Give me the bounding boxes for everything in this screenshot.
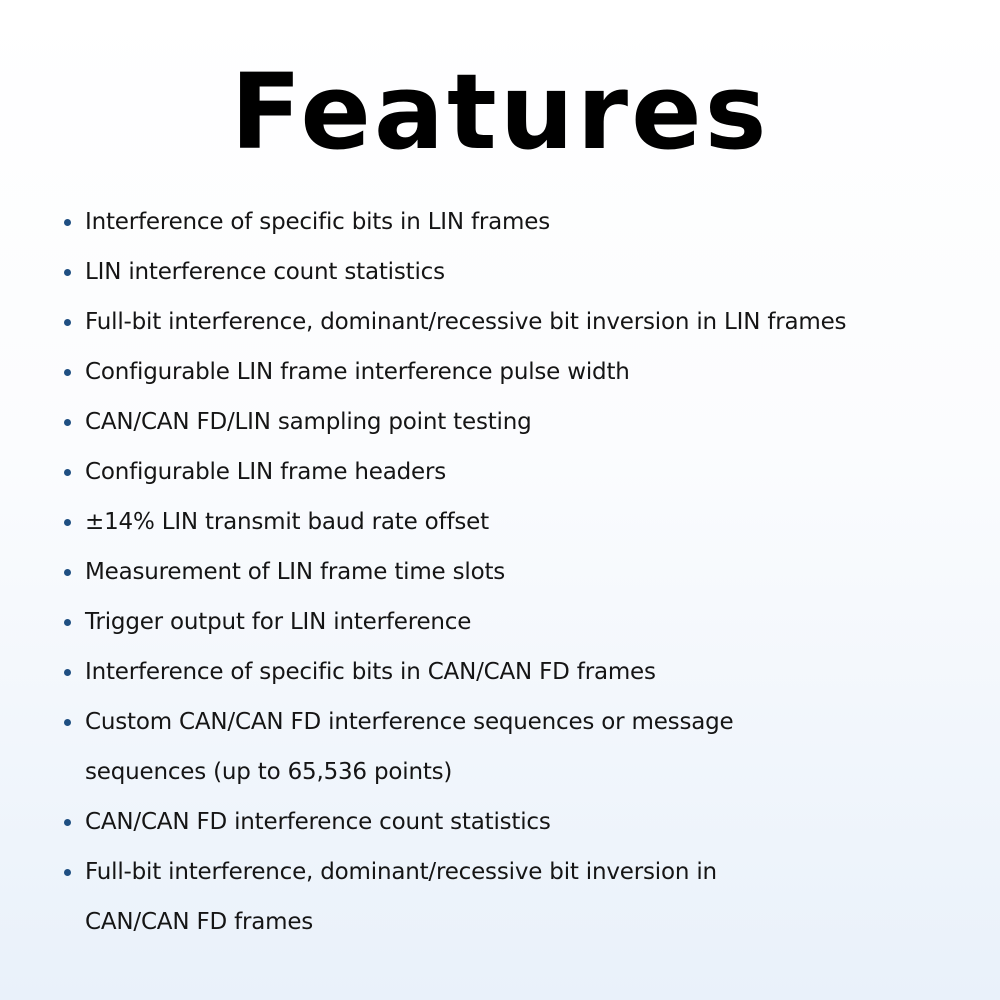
- feature-text: Configurable LIN frame headers: [85, 459, 447, 485]
- bullet-icon: [60, 397, 85, 447]
- feature-item: [60, 197, 960, 247]
- feature-item: [60, 697, 960, 797]
- feature-text: LIN interference count statistics: [85, 259, 445, 285]
- bullet-icon: [60, 197, 85, 247]
- feature-text: Measurement of LIN frame time slots: [85, 559, 506, 585]
- bullet-icon: [60, 447, 85, 497]
- bullet-icon: [60, 797, 85, 847]
- feature-text: CAN/CAN FD/LIN sampling point testing: [85, 409, 532, 435]
- bullet-icon: [60, 347, 85, 397]
- feature-text: Configurable LIN frame interference pulse width: [85, 359, 630, 385]
- feature-text: [85, 847, 717, 947]
- feature-text: Interference of specific bits in LIN frames: [85, 209, 550, 235]
- bullet-icon: [60, 697, 85, 747]
- feature-item: [60, 597, 960, 647]
- feature-text: Trigger output for LIN interference: [85, 609, 472, 635]
- feature-item: [60, 447, 960, 497]
- bullet-icon: [60, 497, 85, 547]
- feature-item: [60, 647, 960, 697]
- page-title: Features: [230, 51, 770, 173]
- feature-text: Interference of specific bits in CAN/CAN FD frames: [85, 659, 656, 685]
- bullet-icon: [60, 547, 85, 597]
- feature-text-line: Full-bit interference, dominant/recessive bit inversion in: [85, 859, 717, 885]
- feature-text: [85, 697, 734, 797]
- feature-text-line: sequences (up to 65,536 points): [85, 759, 453, 785]
- bullet-icon: [60, 297, 85, 347]
- features-list: [60, 197, 960, 947]
- feature-text-line: CAN/CAN FD frames: [85, 909, 314, 935]
- feature-item: [60, 247, 960, 297]
- bullet-icon: [60, 847, 85, 897]
- feature-item: [60, 547, 960, 597]
- feature-text: Full-bit interference, dominant/recessive bit inversion in LIN frames: [85, 309, 847, 335]
- feature-text: ±14% LIN transmit baud rate offset: [85, 509, 489, 535]
- bullet-icon: [60, 247, 85, 297]
- feature-item: [60, 347, 960, 397]
- feature-text: CAN/CAN FD interference count statistics: [85, 809, 551, 835]
- feature-item: [60, 847, 960, 947]
- bullet-icon: [60, 647, 85, 697]
- feature-item: [60, 797, 960, 847]
- feature-item: [60, 497, 960, 547]
- feature-item: [60, 397, 960, 447]
- bullet-icon: [60, 597, 85, 647]
- feature-text-line: Custom CAN/CAN FD interference sequences or message: [85, 709, 734, 735]
- feature-item: [60, 297, 960, 347]
